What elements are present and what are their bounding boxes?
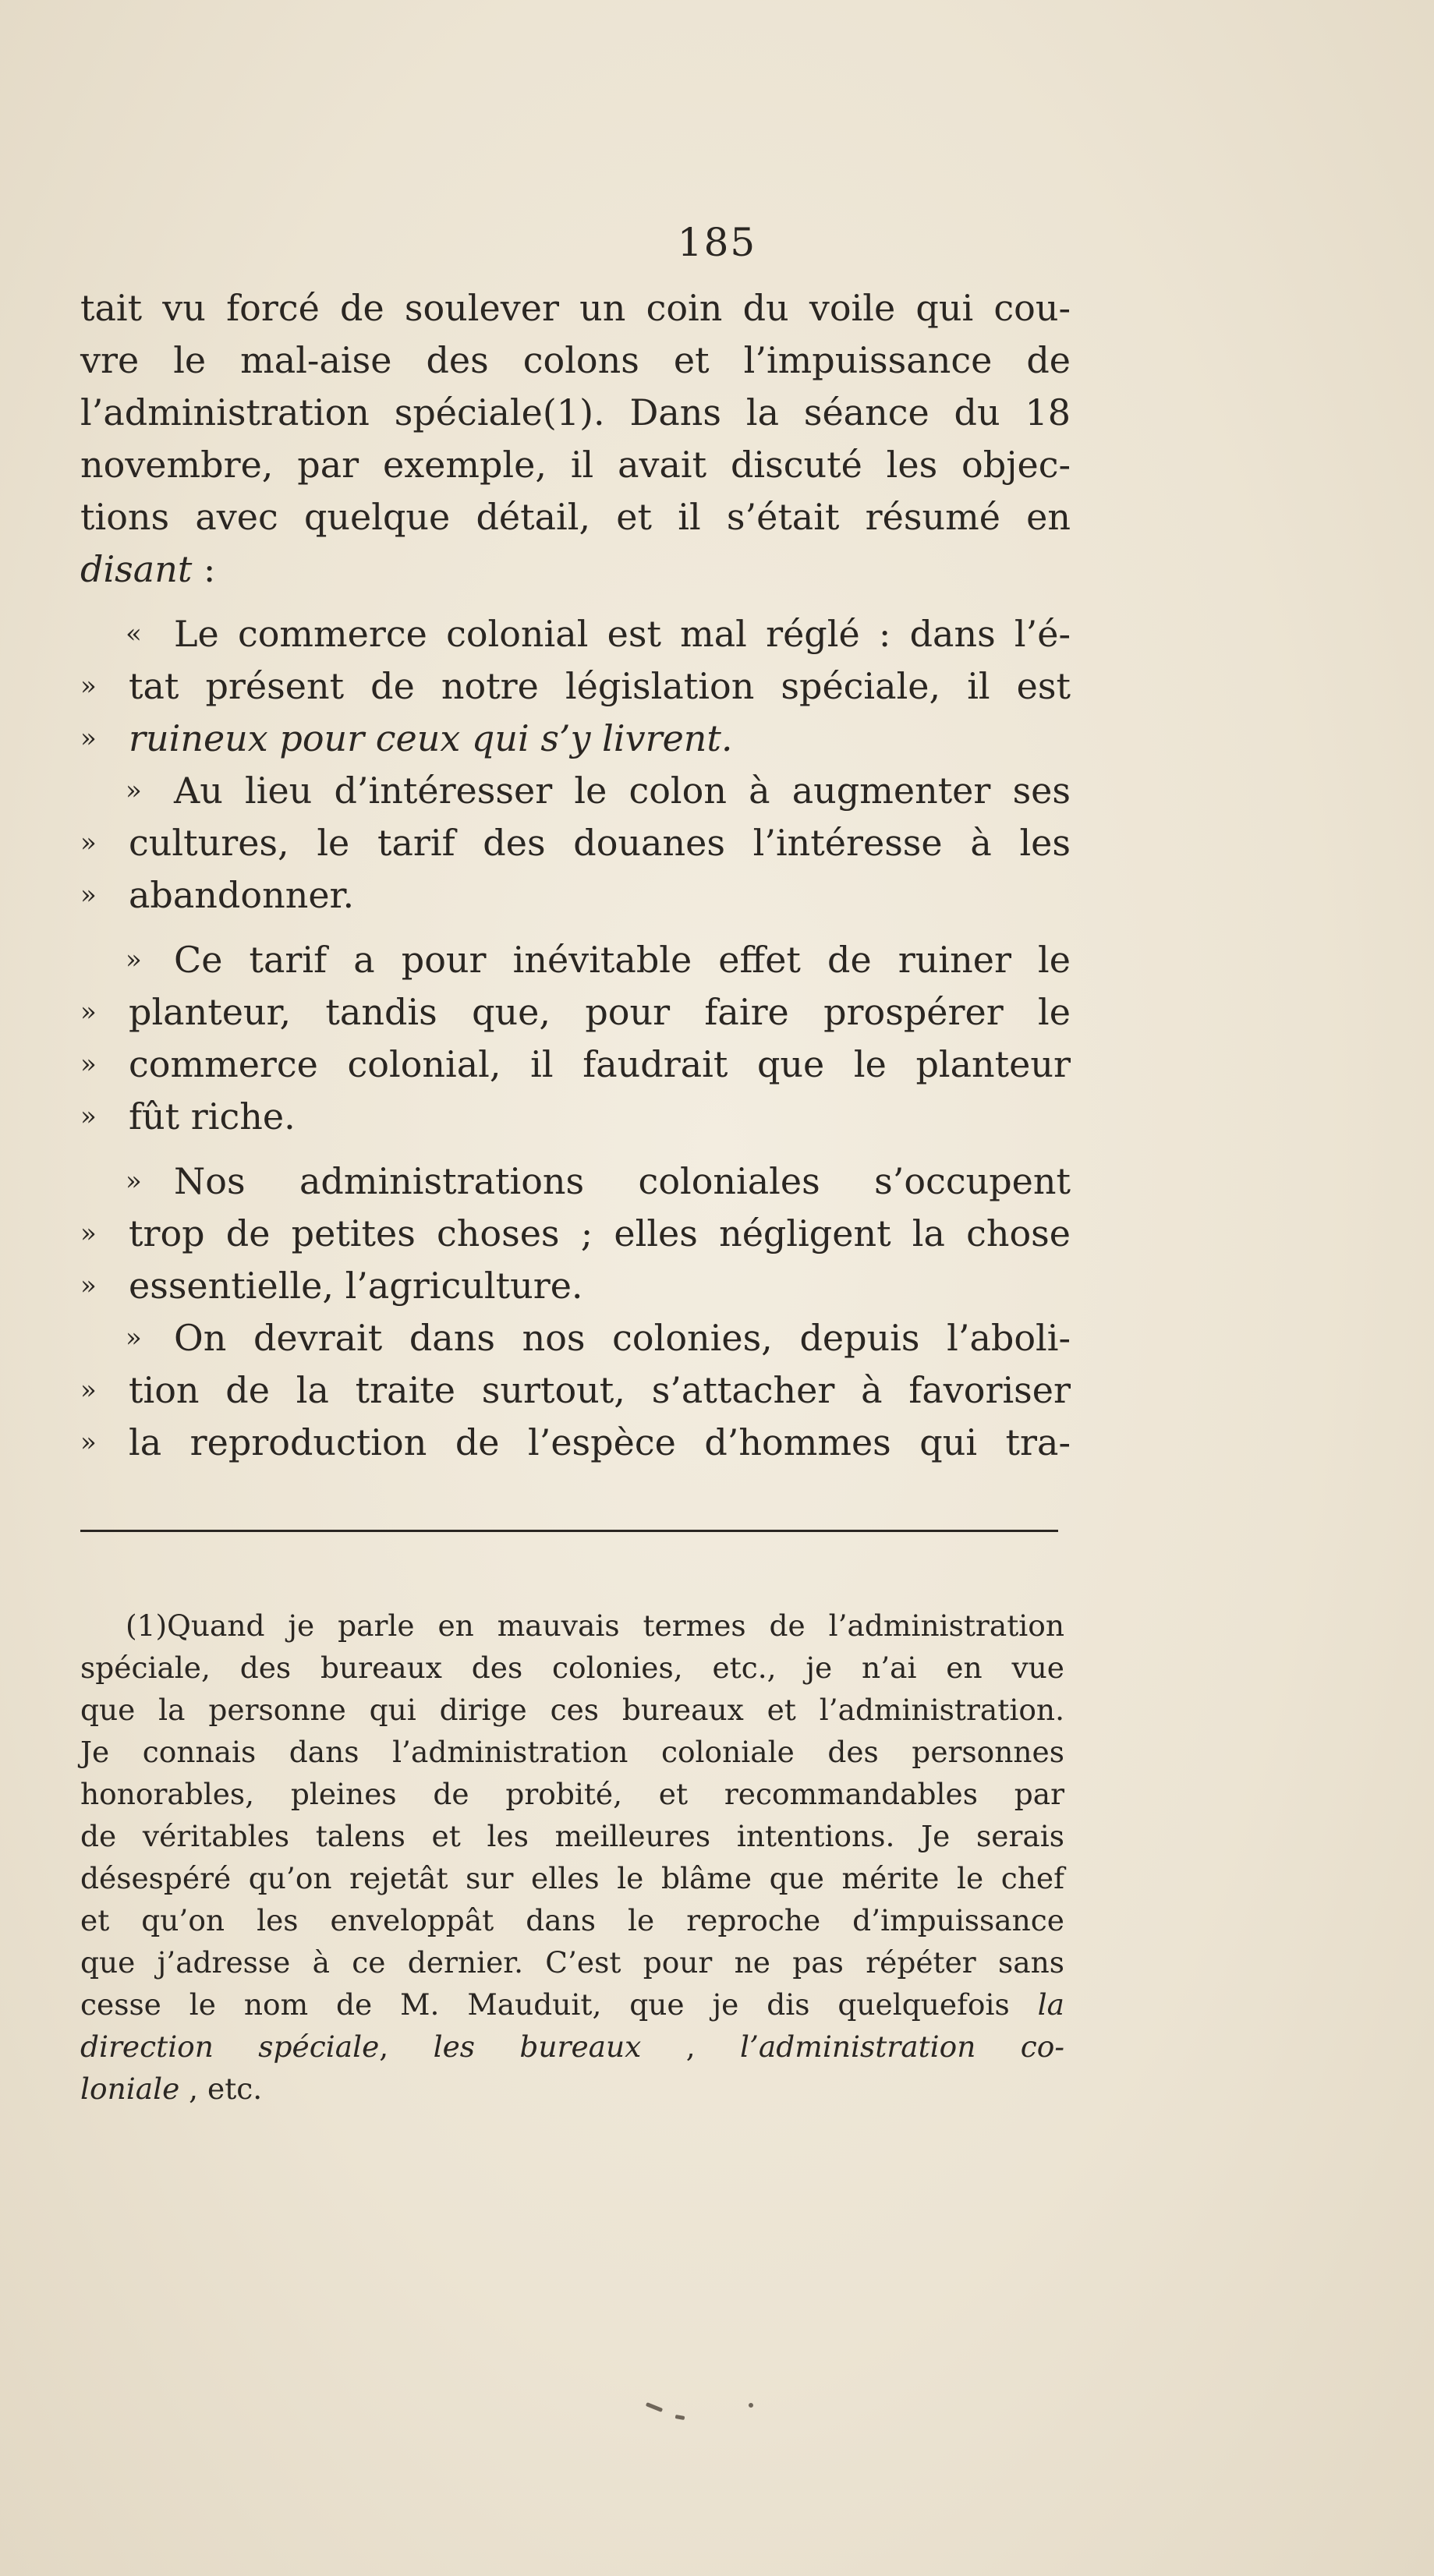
paper-speck — [646, 2402, 663, 2412]
footnote-line: (1)Quand je parle en mauvais termes de l’administration — [126, 1608, 1064, 1643]
quote-mark: » — [80, 723, 97, 754]
italic-word: loniale — [80, 2072, 180, 2106]
quote-line — [80, 1312, 1071, 1364]
footnote-line: honorables, pleines de probité, et recommandables par — [80, 1777, 1064, 1811]
quote-mark: » — [126, 1322, 142, 1353]
quote-mark: » — [80, 671, 97, 702]
quote-text: Au lieu d’intéresser le colon à augmenter ses — [174, 770, 1071, 812]
quote-text: Le commerce colonial est mal réglé : dans l’é- — [174, 613, 1071, 655]
quote-mark: » — [80, 1375, 97, 1406]
quote-line — [80, 765, 1071, 817]
quote-line — [80, 1208, 1071, 1260]
quote-text: fût riche. — [129, 1095, 296, 1138]
body-text — [80, 282, 1071, 1469]
footnote-line: spéciale, des bureaux des colonies, etc., je n’ai en vue — [80, 1651, 1064, 1685]
body-line: novembre, par exemple, il avait discuté les objec- — [80, 444, 1071, 486]
italic-phrase: les bureaux — [433, 2029, 642, 2064]
body-line: tions avec quelque détail, et il s’était résumé en — [80, 496, 1071, 538]
footnote-line: que j’adresse à ce dernier. C’est pour ne pas répéter sans — [80, 1945, 1064, 1980]
italic-phrase: direction spéciale — [80, 2029, 380, 2064]
quote-text: Ce tarif a pour inévitable effet de ruiner le — [174, 939, 1071, 981]
quote-mark: » — [80, 1218, 97, 1249]
quote-text: tat présent de notre législation spéciale, il est — [129, 665, 1071, 707]
quote-mark: » — [126, 944, 142, 975]
quote-text: essentielle, l’agriculture. — [129, 1265, 583, 1307]
quote-mark: » — [80, 1101, 97, 1132]
quote-line — [80, 1364, 1071, 1417]
footnote-separator: , — [379, 2029, 434, 2064]
italic-phrase: l’administration co- — [740, 2029, 1065, 2064]
body-line: tait vu forcé de soulever un coin du voile qui cou- — [80, 287, 1071, 329]
quote-mark: » — [80, 1270, 97, 1301]
footnote-line: désespéré qu’on rejetât sur elles le blâme que mérite le chef — [80, 1861, 1064, 1895]
paper-speck — [675, 2415, 685, 2420]
quote-line — [80, 1091, 1071, 1143]
quote-mark: » — [80, 827, 97, 858]
quote-mark: » — [126, 775, 142, 806]
quote-text: On devrait dans nos colonies, depuis l’aboli- — [174, 1317, 1071, 1359]
quote-line — [80, 1039, 1071, 1091]
quote-line — [80, 1155, 1071, 1208]
quote-line — [80, 817, 1071, 869]
quote-text: abandonner. — [129, 874, 355, 916]
footnote-line: et qu’on les enveloppât dans le reproche d’impuissance — [80, 1903, 1064, 1937]
quote-text: tion de la traite surtout, s’attacher à favoriser — [129, 1369, 1071, 1411]
quote-line — [80, 869, 1071, 922]
quote-text: Nos administrations coloniales s’occupent — [174, 1160, 1071, 1202]
quote-line — [80, 660, 1071, 713]
footnote — [80, 1605, 1064, 2110]
footnote-line — [80, 2026, 1064, 2068]
footnote-text: , etc. — [179, 2072, 263, 2106]
italic-word: la — [1037, 1987, 1064, 2022]
footnote-line: que la personne qui dirige ces bureaux et l’administration. — [80, 1693, 1064, 1727]
footnote-text: cesse le nom de M. Mauduit, que je dis quelquefois — [80, 1987, 1038, 2022]
open-quote-mark: « — [126, 618, 142, 649]
page-number: 185 — [677, 220, 757, 265]
quote-line — [80, 1417, 1071, 1469]
footnote-line: de véritables talens et les meilleures intentions. Je serais — [80, 1819, 1064, 1853]
quote-text: la reproduction de l’espèce d’hommes qui tra- — [129, 1421, 1071, 1463]
quote-mark: » — [80, 879, 97, 911]
footnote-separator: , — [641, 2029, 741, 2064]
quote-line — [80, 608, 1071, 660]
quote-mark: » — [126, 1166, 142, 1197]
quote-line — [80, 934, 1071, 986]
quote-mark: » — [80, 1427, 97, 1458]
body-line: l’administration spéciale(1). Dans la séance du 18 — [80, 391, 1071, 433]
quote-line — [80, 1260, 1071, 1312]
footnote-rule — [80, 1530, 1058, 1532]
quote-mark: » — [80, 1049, 97, 1080]
quote-mark: » — [80, 996, 97, 1028]
quote-line — [80, 713, 1071, 765]
spacer — [80, 922, 1071, 934]
quote-text: ruineux pour ceux qui s’y livrent. — [129, 717, 733, 759]
footnote-line — [80, 1983, 1064, 2026]
footnote-line — [80, 2068, 1064, 2110]
spacer — [80, 596, 1071, 608]
italic-word: disant — [80, 548, 193, 590]
body-line: vre le mal-aise des colons et l’impuissance de — [80, 339, 1071, 381]
body-line-end: : — [192, 548, 216, 590]
quote-text: commerce colonial, il faudrait que le planteur — [129, 1043, 1071, 1085]
body-line-last — [80, 543, 1071, 596]
spacer — [80, 1143, 1071, 1155]
footnote-line: Je connais dans l’administration coloniale des personnes — [80, 1735, 1064, 1769]
paper-speck — [748, 2402, 754, 2408]
quote-text: trop de petites choses ; elles négligent la chose — [129, 1212, 1071, 1254]
quote-text: cultures, le tarif des douanes l’intéresse à les — [129, 822, 1071, 864]
quote-line — [80, 986, 1071, 1039]
quote-text: planteur, tandis que, pour faire prospérer le — [129, 991, 1071, 1033]
